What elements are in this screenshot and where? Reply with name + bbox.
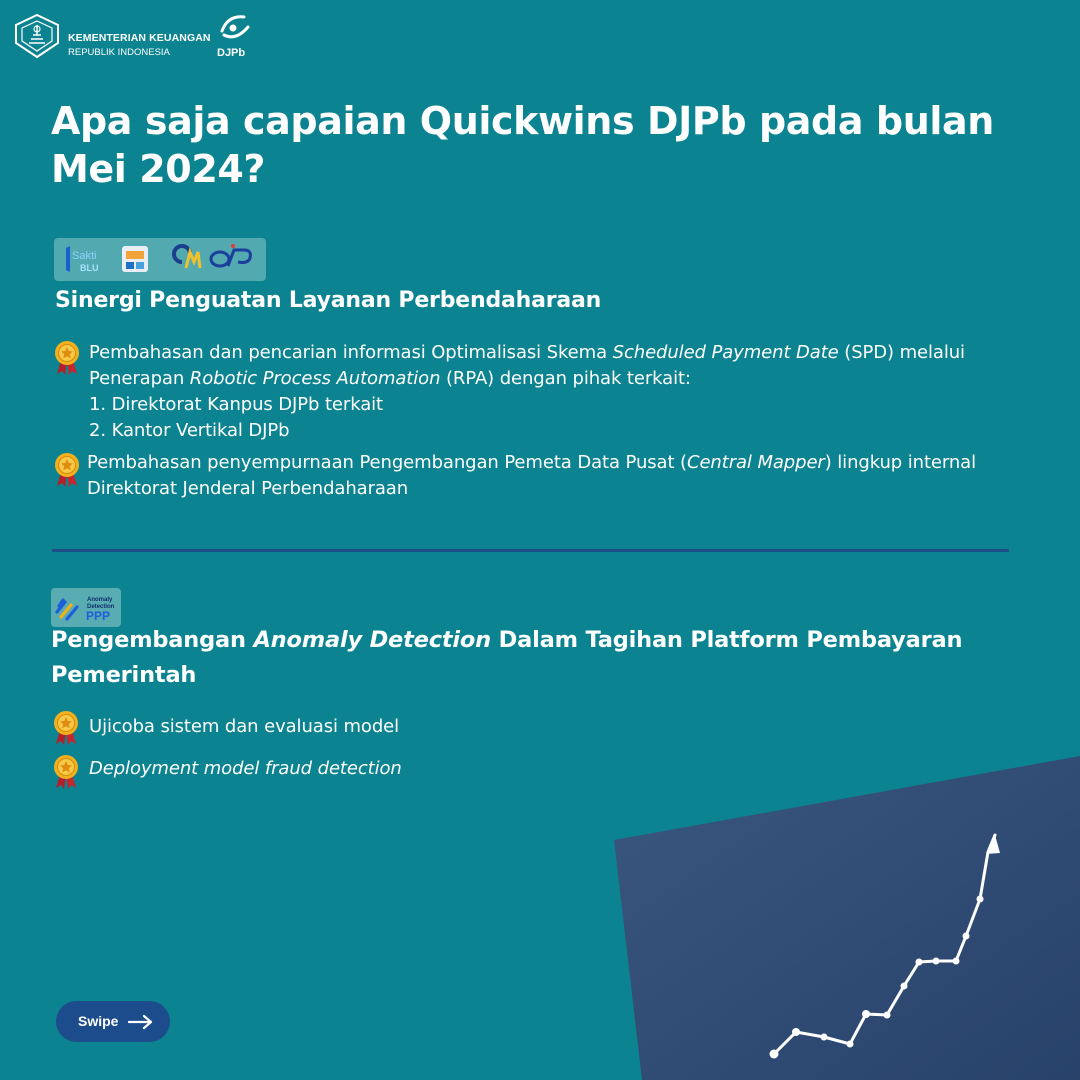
swipe-button[interactable] [56, 1001, 170, 1042]
numbered-item-2: 2. Kantor Vertikal DJPb [89, 420, 290, 441]
page-title-line-1: Apa saja capaian Quickwins DJPb pada bulan [51, 99, 994, 143]
arrow-right-icon [128, 1014, 154, 1030]
text-run: Dalam Tagihan Platform Pembayaran [491, 627, 963, 653]
text-run: (SPD) melalui [838, 342, 965, 363]
medal-icon [53, 340, 81, 376]
central-mapper-logo [174, 246, 200, 268]
italic-term-anomaly-detection: Anomaly Detection [253, 627, 492, 653]
text-run: ) lingkup internal [824, 452, 977, 473]
kemenkeu-emblem [12, 13, 62, 59]
sakti-blu-logo [66, 246, 99, 273]
sakti-text: Sakti [72, 250, 97, 262]
aip-logo [211, 244, 250, 266]
medal-icon [52, 754, 80, 790]
numbered-item-1: 1. Direktorat Kanpus DJPb terkait [89, 394, 383, 415]
italic-term-spd: Scheduled Payment Date [612, 342, 839, 363]
logo-text-anomaly: Anomaly [87, 597, 113, 603]
logo-text-ppp: PPP [86, 609, 111, 623]
djpb-logo-text: DJPb [217, 47, 246, 59]
section-1-heading: Sinergi Penguatan Layanan Perbendaharaan [55, 288, 602, 313]
text-run: Penerapan [89, 368, 190, 389]
medal-icon [52, 710, 80, 746]
partner-logos-strip [54, 238, 266, 281]
paper-sheet [614, 756, 1080, 1080]
anomaly-detection-ppp-logo [51, 588, 121, 627]
section-2-heading-line-1 [51, 627, 962, 653]
page-title [51, 97, 1041, 193]
ministry-subtitle: REPUBLIK INDONESIA [68, 47, 170, 58]
page-title-line-2: Mei 2024? [51, 147, 266, 191]
bullet-1-line-1 [89, 340, 965, 366]
section-divider [52, 549, 1009, 552]
text-run: (RPA) dengan pihak terkait: [440, 368, 691, 389]
italic-term-central-mapper: Central Mapper [686, 452, 825, 473]
italic-term-rpa: Robotic Process Automation [189, 368, 441, 389]
bullet-2-line-2: Direktorat Jenderal Perbendaharaan [87, 478, 409, 499]
djpb-logo-icon [214, 11, 254, 45]
text-run: Pembahasan penyempurnaan Pengembangan Pemeta Data Pusat ( [87, 452, 687, 473]
blu-text: BLU [80, 263, 99, 273]
text-run: Pembahasan dan pencarian informasi Optimalisasi Skema [89, 342, 613, 363]
section-2-bullet-1: Ujicoba sistem dan evaluasi model [89, 716, 400, 737]
section-2-bullet-2: Deployment model fraud detection [89, 758, 402, 779]
swipe-label: Swipe [78, 1013, 119, 1029]
service-icon [122, 246, 148, 272]
medal-icon [53, 452, 81, 488]
section-2-heading-line-2: Pemerintah [51, 662, 197, 688]
partner-logos [54, 238, 266, 281]
ministry-name: KEMENTERIAN KEUANGAN [68, 32, 211, 44]
bullet-2-line-1 [87, 450, 976, 476]
logo-text-detection: Detection [87, 604, 115, 610]
bullet-1-line-2 [89, 366, 691, 392]
anomaly-detection-ppp-logo-art [51, 588, 121, 627]
text-run: Pengembangan [51, 627, 254, 653]
rising-chart-photo [600, 740, 1080, 1080]
